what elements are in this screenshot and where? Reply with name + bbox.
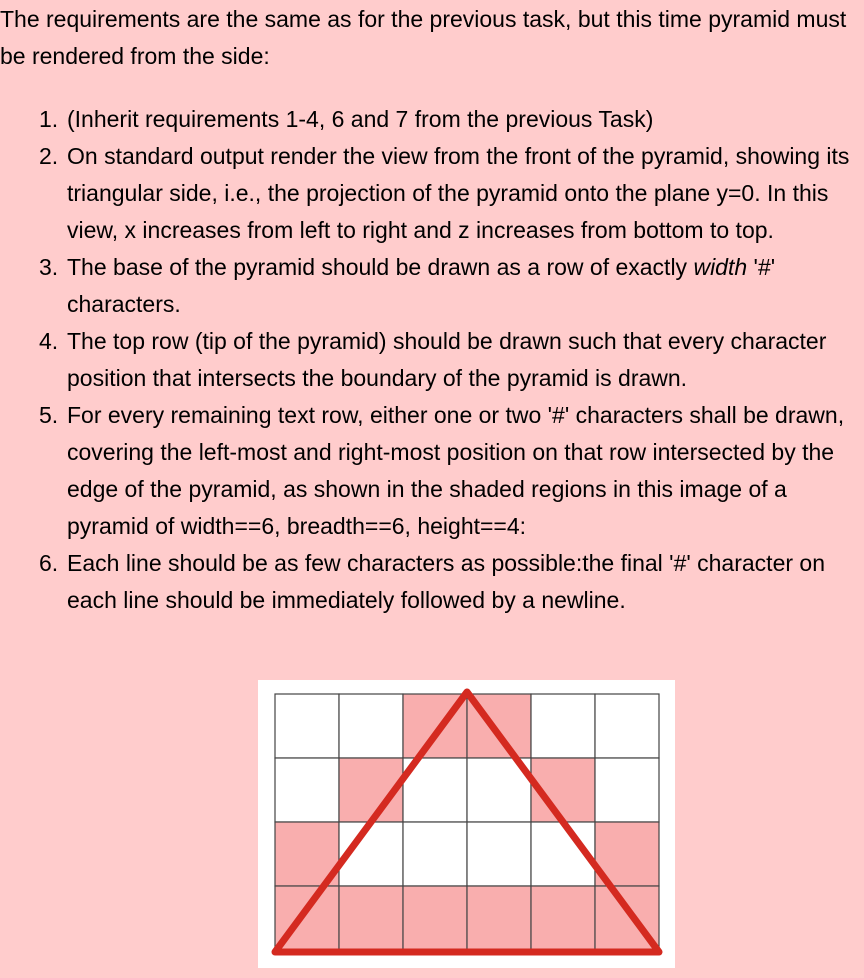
requirement-text: For every remaining text row, either one or two '#' characters shall be drawn, covering the left-most and right-most position on that row intersected by the edge of the pyramid, as shown in the shaded regions in this image of a pyramid of width==6, breadth==6, height==4: bbox=[67, 402, 845, 539]
requirement-6 bbox=[0, 545, 864, 619]
shaded-cell bbox=[531, 886, 595, 950]
requirement-text-after: '#' characters. bbox=[67, 254, 776, 317]
requirement-3 bbox=[0, 249, 864, 323]
grid-cell bbox=[275, 758, 339, 822]
grid-cell bbox=[275, 694, 339, 758]
requirement-text: (Inherit requirements 1-4, 6 and 7 from the previous Task) bbox=[67, 106, 654, 132]
shaded-cell bbox=[467, 886, 531, 950]
grid-cell bbox=[531, 694, 595, 758]
requirement-number: 5. bbox=[39, 402, 59, 428]
requirement-text: The top row (tip of the pyramid) should be drawn such that every character position that intersects the boundary of the pyramid is drawn. bbox=[67, 328, 827, 391]
requirement-text: Each line should be as few characters as possible:the final '#' character on each line should be immediately followed by a newline. bbox=[67, 550, 825, 613]
requirement-5 bbox=[0, 397, 864, 545]
requirement-number: 2. bbox=[39, 143, 59, 169]
grid-cell bbox=[339, 694, 403, 758]
requirement-number: 6. bbox=[39, 550, 59, 576]
requirement-number: 3. bbox=[39, 254, 59, 280]
shaded-cell bbox=[403, 886, 467, 950]
requirement-2 bbox=[0, 138, 864, 249]
requirement-text: On standard output render the view from the front of the pyramid, showing its triangular side, i.e., the projection of the pyramid onto the plane y=0. In this view, x increases from left to right and z increases from bottom to top. bbox=[67, 143, 850, 243]
pyramid-diagram bbox=[258, 680, 675, 968]
requirement-number: 1. bbox=[39, 106, 59, 132]
requirements-list bbox=[0, 101, 864, 619]
requirement-emphasis: width bbox=[693, 254, 748, 280]
requirement-text-before: The base of the pyramid should be drawn as a row of exactly bbox=[67, 254, 694, 280]
pyramid-figure bbox=[258, 680, 675, 968]
grid-cell bbox=[467, 822, 531, 886]
requirement-4 bbox=[0, 323, 864, 397]
grid-cell bbox=[403, 822, 467, 886]
intro-paragraph: The requirements are the same as for the previous task, but this time pyramid must be rendered from the side: bbox=[0, 6, 847, 69]
requirement-1 bbox=[0, 101, 864, 138]
grid-cell bbox=[595, 758, 659, 822]
requirement-number: 4. bbox=[39, 328, 59, 354]
shaded-cell bbox=[339, 886, 403, 950]
grid-cell bbox=[595, 694, 659, 758]
